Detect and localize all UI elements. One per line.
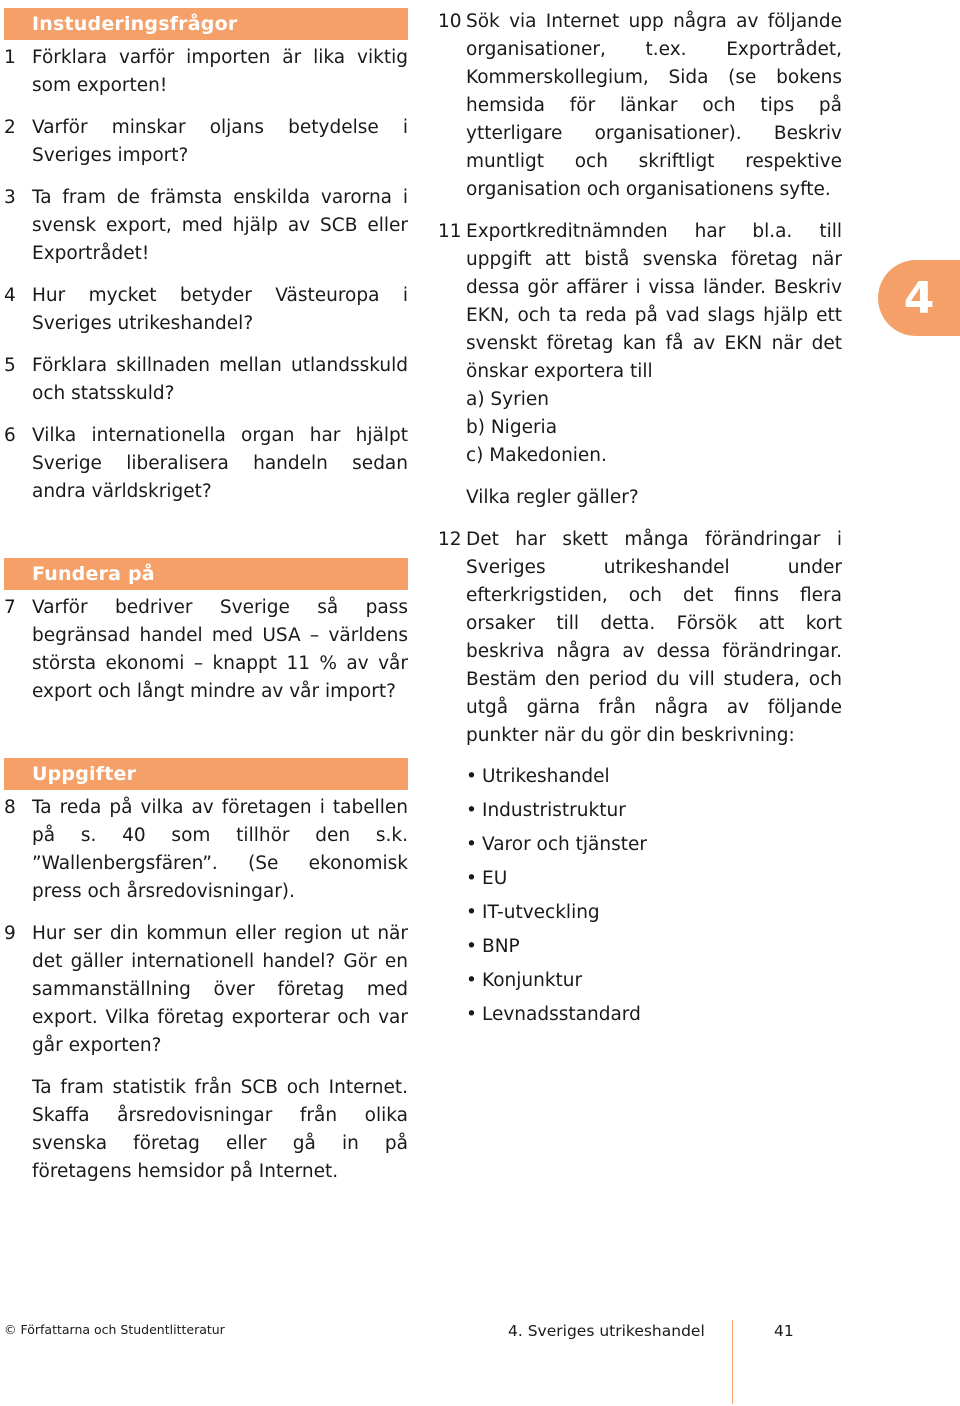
question-text: Förklara skillnaden mellan utlandsskuld och statsskuld? — [32, 355, 408, 404]
question-number: 6 — [4, 425, 16, 446]
question-extra-text: Vilka regler gäller? — [466, 487, 639, 508]
question-number: 4 — [4, 285, 16, 306]
question-7 — [4, 594, 408, 706]
list-item: • Varor och tjänster — [466, 834, 647, 855]
question-9 — [4, 920, 408, 1060]
question-number: 3 — [4, 187, 16, 208]
list-item: • Konjunktur — [466, 970, 583, 991]
question-text: Hur mycket betyder Västeuropa i Sveriges utrikeshandel? — [32, 285, 408, 334]
list-item: • EU — [466, 868, 508, 889]
question-10 — [438, 8, 842, 204]
list-item: • IT-utveckling — [466, 902, 600, 923]
page-number: 41 — [774, 1322, 794, 1340]
question-3 — [4, 184, 408, 268]
option-a — [438, 386, 842, 414]
question-text: Ta fram de främsta enskilda varorna i svensk export, med hjälp av SCB eller Exportrådet! — [32, 187, 408, 264]
section-heading-instuderingsfragor: Instuderingsfrågor — [4, 8, 408, 40]
question-number: 5 — [4, 355, 16, 376]
option-c — [438, 442, 842, 470]
question-4 — [4, 282, 408, 338]
question-text: Vilka internationella organ har hjälpt Sverige liberalisera handeln sedan andra världskriget? — [32, 425, 408, 502]
question-9-extra — [4, 1074, 408, 1186]
question-text: Ta reda på vilka av företagen i tabellen på s. 40 som tillhör den s.k. ”Wallenbergsfären”. (Se ekonomisk press och årsredovisningar). — [32, 797, 408, 902]
question-2 — [4, 114, 408, 170]
footer-divider — [732, 1320, 733, 1404]
question-6 — [4, 422, 408, 506]
option-text: a) Syrien — [466, 389, 549, 410]
question-text: Varför bedriver Sverige så pass begränsad handel med USA – världens största ekonomi – knappt 11 % av vår export och långt mindre av vår import? — [32, 597, 408, 702]
left-column — [4, 8, 408, 1186]
question-number: 9 — [4, 923, 16, 944]
footer-copyright: © Författarna och Studentlitteratur — [4, 1322, 225, 1337]
question-12 — [438, 526, 842, 750]
section-heading-uppgifter: Uppgifter — [4, 758, 408, 790]
option-text: b) Nigeria — [466, 417, 558, 438]
question-number: 7 — [4, 597, 16, 618]
list-item: • Industristruktur — [466, 800, 626, 821]
question-number: 1 — [4, 47, 16, 68]
option-b — [438, 414, 842, 442]
question-number: 12 — [438, 529, 462, 550]
question-number: 8 — [4, 797, 16, 818]
question-11 — [438, 218, 842, 386]
question-number: 2 — [4, 117, 16, 138]
question-text: Varför minskar oljans betydelse i Sveriges import? — [32, 117, 408, 166]
chapter-tab: 4 — [878, 260, 960, 336]
question-5 — [4, 352, 408, 408]
option-text: c) Makedonien. — [466, 445, 607, 466]
footer-chapter-title: 4. Sveriges utrikeshandel — [508, 1322, 705, 1340]
question-text: Förklara varför importen är lika viktig som exporten! — [32, 47, 408, 96]
list-item: • BNP — [466, 936, 520, 957]
section-heading-fundera: Fundera på — [4, 558, 408, 590]
question-8 — [4, 794, 408, 906]
bullet-list — [438, 760, 842, 1032]
question-text: Exportkreditnämnden har bl.a. till uppgift att bistå svenska företag när dessa gör affärer i vissa länder. Beskriv EKN, och ta reda på vad slags hjälp ett svenskt företag kan få av EKN när det önskar exportera till — [466, 221, 842, 382]
question-extra-text: Ta fram statistik från SCB och Internet. Skaffa årsredovisningar från olika svenska företag eller gå in på företagens hemsidor på Internet. — [32, 1077, 408, 1182]
list-item: • Utrikeshandel — [466, 766, 610, 787]
right-column — [438, 8, 842, 1032]
question-number: 11 — [438, 221, 462, 242]
question-1 — [4, 44, 408, 100]
question-text: Hur ser din kommun eller region ut när det gäller internationell handel? Gör en sammanställning över företag med export. Vilka företag exporterar och var går exporten? — [32, 923, 408, 1056]
question-11-extra — [438, 484, 842, 512]
question-text: Det har skett många förändringar i Sveriges utrikeshandel under efterkrigstiden, och det finns flera orsaker till detta. Försök att kort beskriva några av dessa förändringar. Bestäm den period du vill studera, och utgå gärna från några av följande punkter när du gör din beskrivning: — [466, 529, 842, 746]
list-item: • Levnadsstandard — [466, 1004, 641, 1025]
question-text: Sök via Internet upp några av följande organisationer, t.ex. Exportrådet, Kommerskollegium, Sida (se bokens hemsida för länkar och tips på ytterligare organisationer). Beskriv muntligt och skriftligt respektive organisation och organisationens syfte. — [466, 11, 842, 200]
question-number: 10 — [438, 11, 462, 32]
